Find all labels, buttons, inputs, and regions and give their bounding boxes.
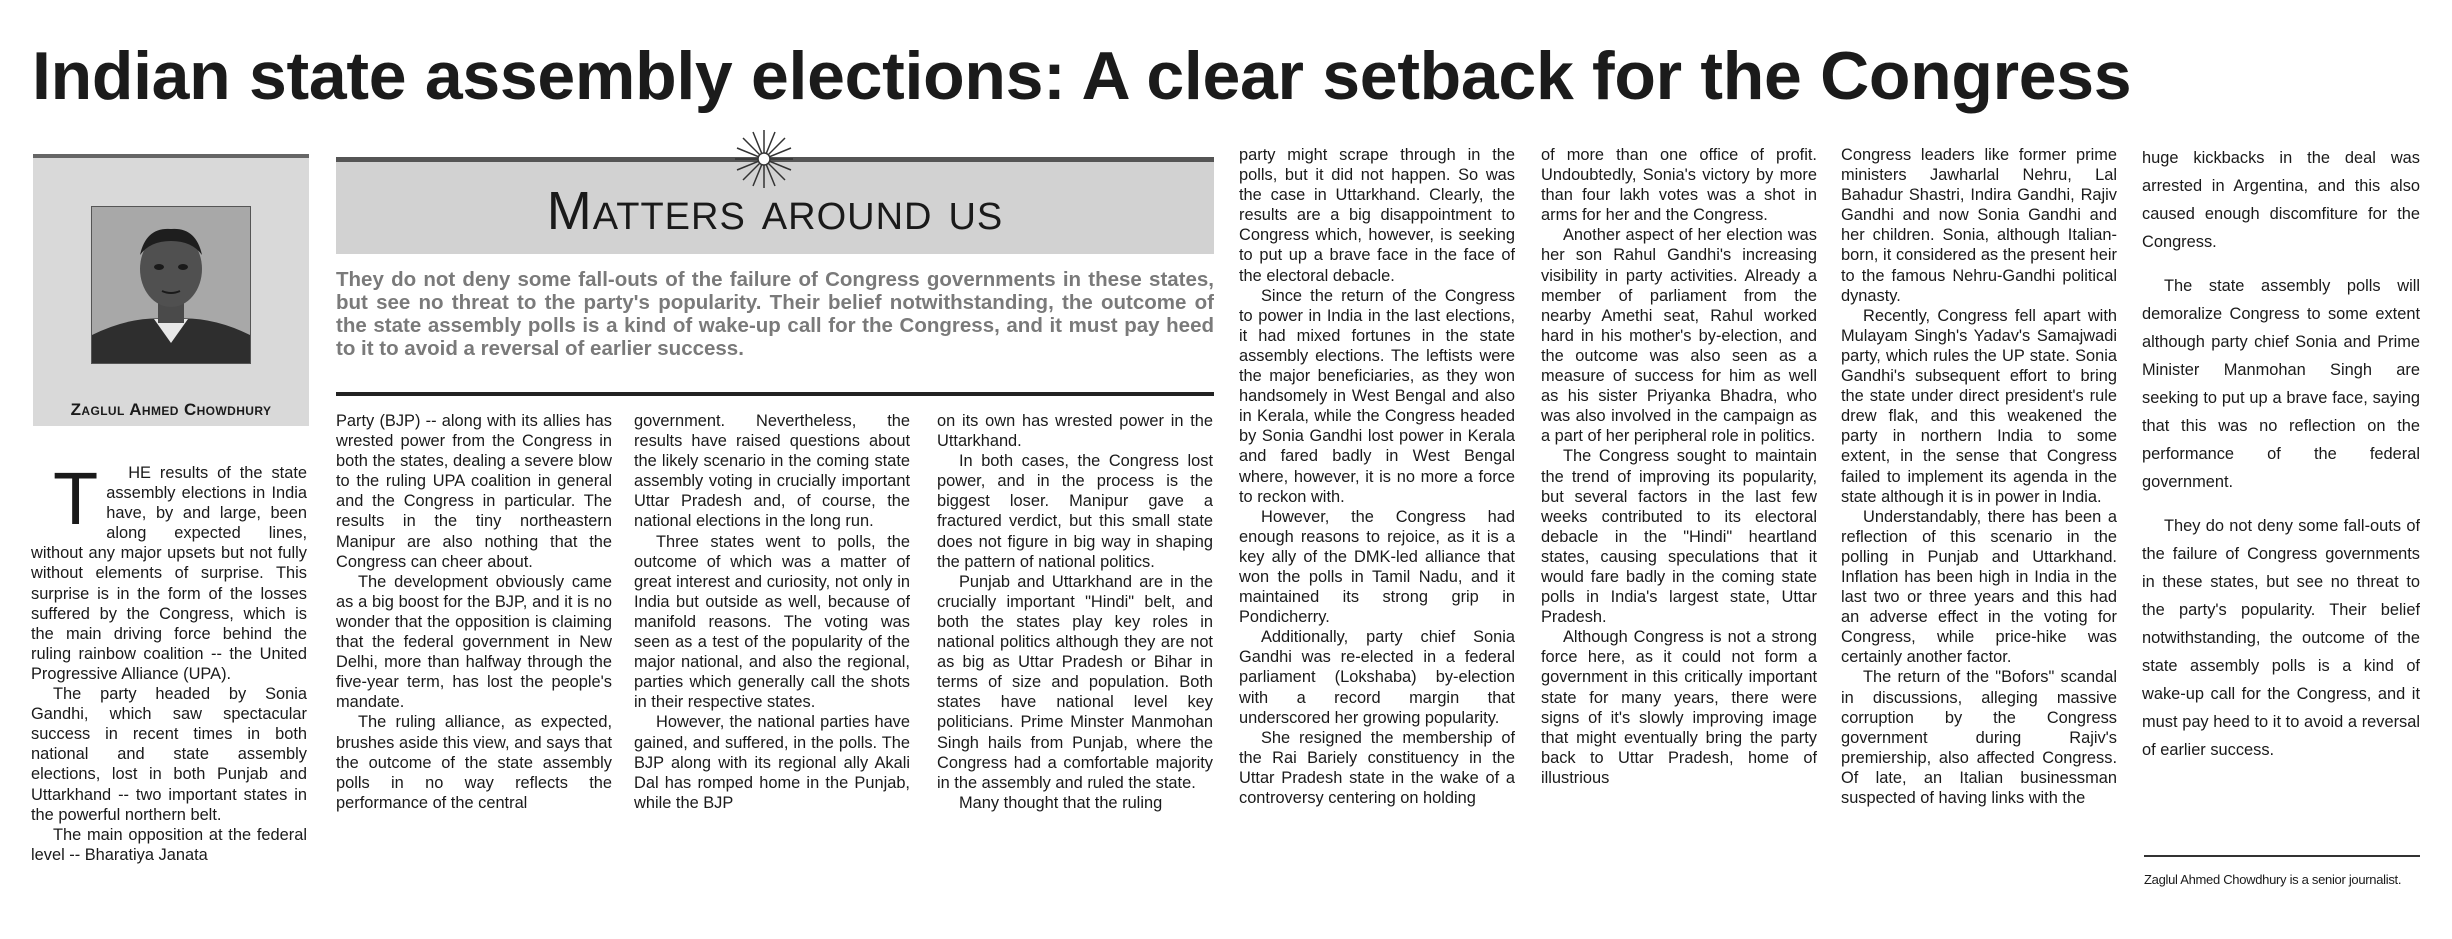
author-box	[33, 154, 309, 426]
article-column-5	[1239, 145, 1515, 933]
paragraph: Many thought that the ruling	[959, 793, 1163, 812]
footnote-rule	[2144, 855, 2420, 857]
paragraph: The state assembly polls will demoralize Congress to some extent although party chief Sonia and Prime Minister Manmohan Singh are seeking to put up a brave face, saying that this was no reflection on the performance of the federal government.	[2142, 277, 2420, 491]
paragraph: The return of the "Bofors" scandal in discussions, alleging massive corruption by the Congress government during Rajiv's premiership, also affected Congress. Of late, an Italian businessman suspected of having links with the	[1841, 668, 2117, 807]
article-column-3	[634, 411, 910, 933]
paragraph: Although Congress is not a strong force here, as it could not form a government in this critically important state for many years, there were signs of it's slowly improving image that might eventually bring the party back to Uttar Pradesh, home of illustrious	[1541, 628, 1817, 787]
deck-rule	[336, 392, 1214, 396]
author-portrait-image	[92, 207, 250, 363]
article-column-7	[1841, 145, 2117, 933]
paragraph: government. Nevertheless, the results have raised questions about the likely scenario in the coming state assembly voting in crucially important Uttar Pradesh and, of course, the national elections in the long run.	[634, 412, 910, 531]
paragraph: The ruling alliance, as expected, brushes aside this view, and says that the outcome of the state assembly polls in no way reflects the performance of the central	[336, 713, 612, 812]
paragraph: Three states went to polls, the outcome of which was a matter of great interest and curiosity, not only in India but outside as well, because of manifold reasons. The voting was seen as a test of the popularity of the major national, and also the regional, parties which generally call the shots in their respective states.	[634, 532, 910, 712]
paragraph: party might scrape through in the polls, but it did not happen. So was the case in Uttarkhand. Clearly, the results are a big disappointment to Congress which, however, is seeking to put up a brave face in the face of the electoral debacle.	[1239, 146, 1515, 285]
article-column-1	[31, 463, 307, 933]
lead-paragraph	[31, 463, 307, 684]
paragraph: Punjab and Uttarkhand are in the crucially important "Hindi" belt, and both the states play key roles in national politics although they are not as big as Uttar Pradesh or Bihar in terms of size and population. Both states have national level key politicians. Prime Minster Manmohan Singh hails from Punjab, where the Congress had a comfortable majority in the assembly and ruled the state.	[937, 572, 1213, 792]
paragraph: The party headed by Sonia Gandhi, which saw spectacular success in recent times in both national and state assembly elections, lost in both Punjab and Uttarkhand -- two important states in the powerful northern belt.	[31, 685, 307, 824]
starburst-icon	[733, 128, 795, 190]
section-banner-title: Matters around us	[546, 181, 1004, 241]
paragraph: She resigned the membership of the Rai Bariely constituency in the Uttar Pradesh state in the wake of a controversy centering on holding	[1239, 728, 1515, 807]
paragraph-text: HE results of the state assembly elections in India have, by and large, been along expected lines, without any major upsets but not fully without elements of surprise. This surprise is in the form of the losses suffered by the Congress, which is the main driving force behind the ruling rainbow coalition -- the United Progressive Alliance (UPA).	[31, 464, 307, 683]
paragraph: huge kickbacks in the deal was arrested in Argentina, and this also caused enough discomfiture for the Congress.	[2142, 149, 2420, 251]
paragraph: Recently, Congress fell apart with Mulayam Singh's Yadav's Samajwadi party, which rules the UP state. Sonia Gandhi's subsequent effort to bring the state under direct president's rule drew flak, and this weakened the party in northern India to some extent, in the sense that Congress failed to implement its agenda in the state although it is in power in India.	[1841, 306, 2117, 506]
author-photo	[91, 206, 251, 364]
paragraph: The Congress sought to maintain the trend of improving its popularity, but several factors in the last few weeks contributed to its electoral debacle in the "Hindi" heartland states, causing speculations that it would fare badly in the coming state polls in India's largest state, Uttar Pradesh.	[1541, 447, 1817, 627]
deck-summary: They do not deny some fall-outs of the failure of Congress governments in these states, but see no threat to the party's popularity. Their belief notwithstanding, the outcome of the state assembly polls is a kind of wake-up call for the Congress, and it must pay heed to it to avoid a reversal of earlier success.	[336, 268, 1214, 360]
paragraph: Party (BJP) -- along with its allies has wrested power from the Congress in both the states, dealing a severe blow to the ruling UPA coalition in general and the Congress in particular. The results in the tiny northeastern Manipur are also nothing that the Congress can cheer about.	[336, 412, 612, 571]
article-column-2	[336, 411, 612, 933]
author-footnote: Zaglul Ahmed Chowdhury is a senior journalist.	[2144, 872, 2402, 887]
paragraph: Another aspect of her election was her son Rahul Gandhi's increasing visibility in party activities. Already a member of parliament from the nearby Amethi seat, Rahul worked hard in his mother's by-election, and the outcome was also seen as a measure of success for him as well as his sister Priyanka Bhadra, who was also involved in the campaign as a part of her peripheral role in politics.	[1541, 226, 1817, 446]
paragraph: They do not deny some fall-outs of the failure of Congress governments in these states, but see no threat to the party's popularity. Their belief notwithstanding, the outcome of the state assembly polls is a kind of wake-up call for the Congress, and it must pay heed to it to avoid a reversal of earlier success.	[2142, 517, 2420, 759]
paragraph: The development obviously came as a big boost for the BJP, and it is no wonder that the opposition is claiming that the federal government in New Delhi, more than halfway through the five-year term, has lost the people's mandate.	[336, 572, 612, 712]
paragraph: The main opposition at the federal level -- Bharatiya Janata	[31, 825, 307, 864]
author-name: Zaglul Ahmed Chowdhury	[70, 400, 272, 419]
headline: Indian state assembly elections: A clear setback for the Congress	[32, 38, 2132, 114]
paragraph: Since the return of the Congress to power in India in the last elections, it had mixed fortunes in the state assembly elections. The leftists were the major beneficiaries, as they won handsomely in West Bengal and also in Kerala, while the Congress headed by Sonia Gandhi lost power in Kerala and fared badly in West Bengal where, however, it is no more a force to reckon with.	[1239, 286, 1515, 506]
article-column-6	[1541, 145, 1817, 933]
paragraph: Additionally, party chief Sonia Gandhi was re-elected in a federal parliament (Lokshaba) by-election with a record margin that underscored her growing popularity.	[1239, 628, 1515, 727]
paragraph: However, the national parties have gained, and suffered, in the polls. The BJP along with its regional ally Akali Dal has romped home in the Punjab, while the BJP	[634, 713, 910, 812]
paragraph: Congress leaders like former prime ministers Jawharlal Nehru, Lal Bahadur Shastri, Indira Gandhi, Rajiv Gandhi and now Sonia Gandhi and her children. Sonia, although Italian-born, it considered as the present heir to the famous Nehru-Gandhi political dynasty.	[1841, 146, 2117, 305]
paragraph: In both cases, the Congress lost power, and in the process is the biggest loser. Manipur gave a fractured verdict, but this small state does not figure in big way in shaping the pattern of national politics.	[937, 452, 1213, 571]
article-column-8	[2142, 144, 2420, 844]
paragraph: of more than one office of profit. Undoubtedly, Sonia's victory by more than four lakh votes was a shot in arms for her and the Congress.	[1541, 146, 1817, 225]
paragraph: However, the Congress had enough reasons to rejoice, as it is a key ally of the DMK-led alliance that won the polls in Tamil Nadu, and it maintained its strong grip in Pondicherry.	[1239, 507, 1515, 627]
article-column-4	[937, 411, 1213, 933]
paragraph: on its own has wrested power in the Uttarkhand.	[937, 412, 1213, 451]
paragraph: Understandably, there has been a reflection of this scenario in the polling in Punjab and Uttarkhand. Inflation has been high in India in the last two or three years and this had an adverse effect in the voting for Congress, while price-hike was certainly another factor.	[1841, 507, 2117, 667]
drop-cap: T	[53, 463, 99, 540]
